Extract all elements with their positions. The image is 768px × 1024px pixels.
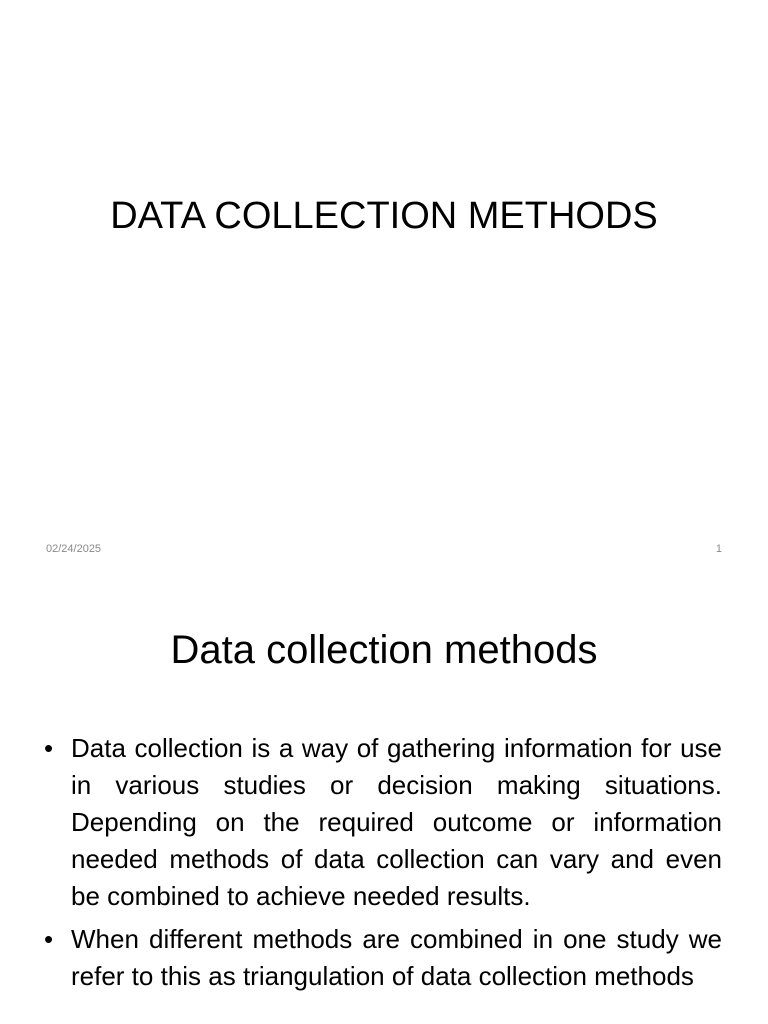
bullet-dot-icon: • <box>44 924 54 954</box>
bullet-text: Data collection is a way of gathering information for use in various studies or decision making situations. Depending on the required outcome or information needed methods of data collection can vary and even be combined to achieve needed results. <box>71 733 722 911</box>
slide-2[interactable] <box>0 576 768 1024</box>
bullet-item <box>44 921 722 995</box>
bullet-list <box>44 730 722 1001</box>
bullet-dot-icon: • <box>44 733 54 763</box>
slide-footer-date: 02/24/2025 <box>46 543 102 555</box>
slide-title: Data collection methods <box>170 628 598 672</box>
bullet-item <box>44 730 722 915</box>
slide-title: DATA COLLECTION METHODS <box>110 195 658 237</box>
slide-page-number: 1 <box>715 543 722 555</box>
bullet-text: When different methods are combined in one study we refer to this as triangulation of data collection methods <box>71 924 722 991</box>
